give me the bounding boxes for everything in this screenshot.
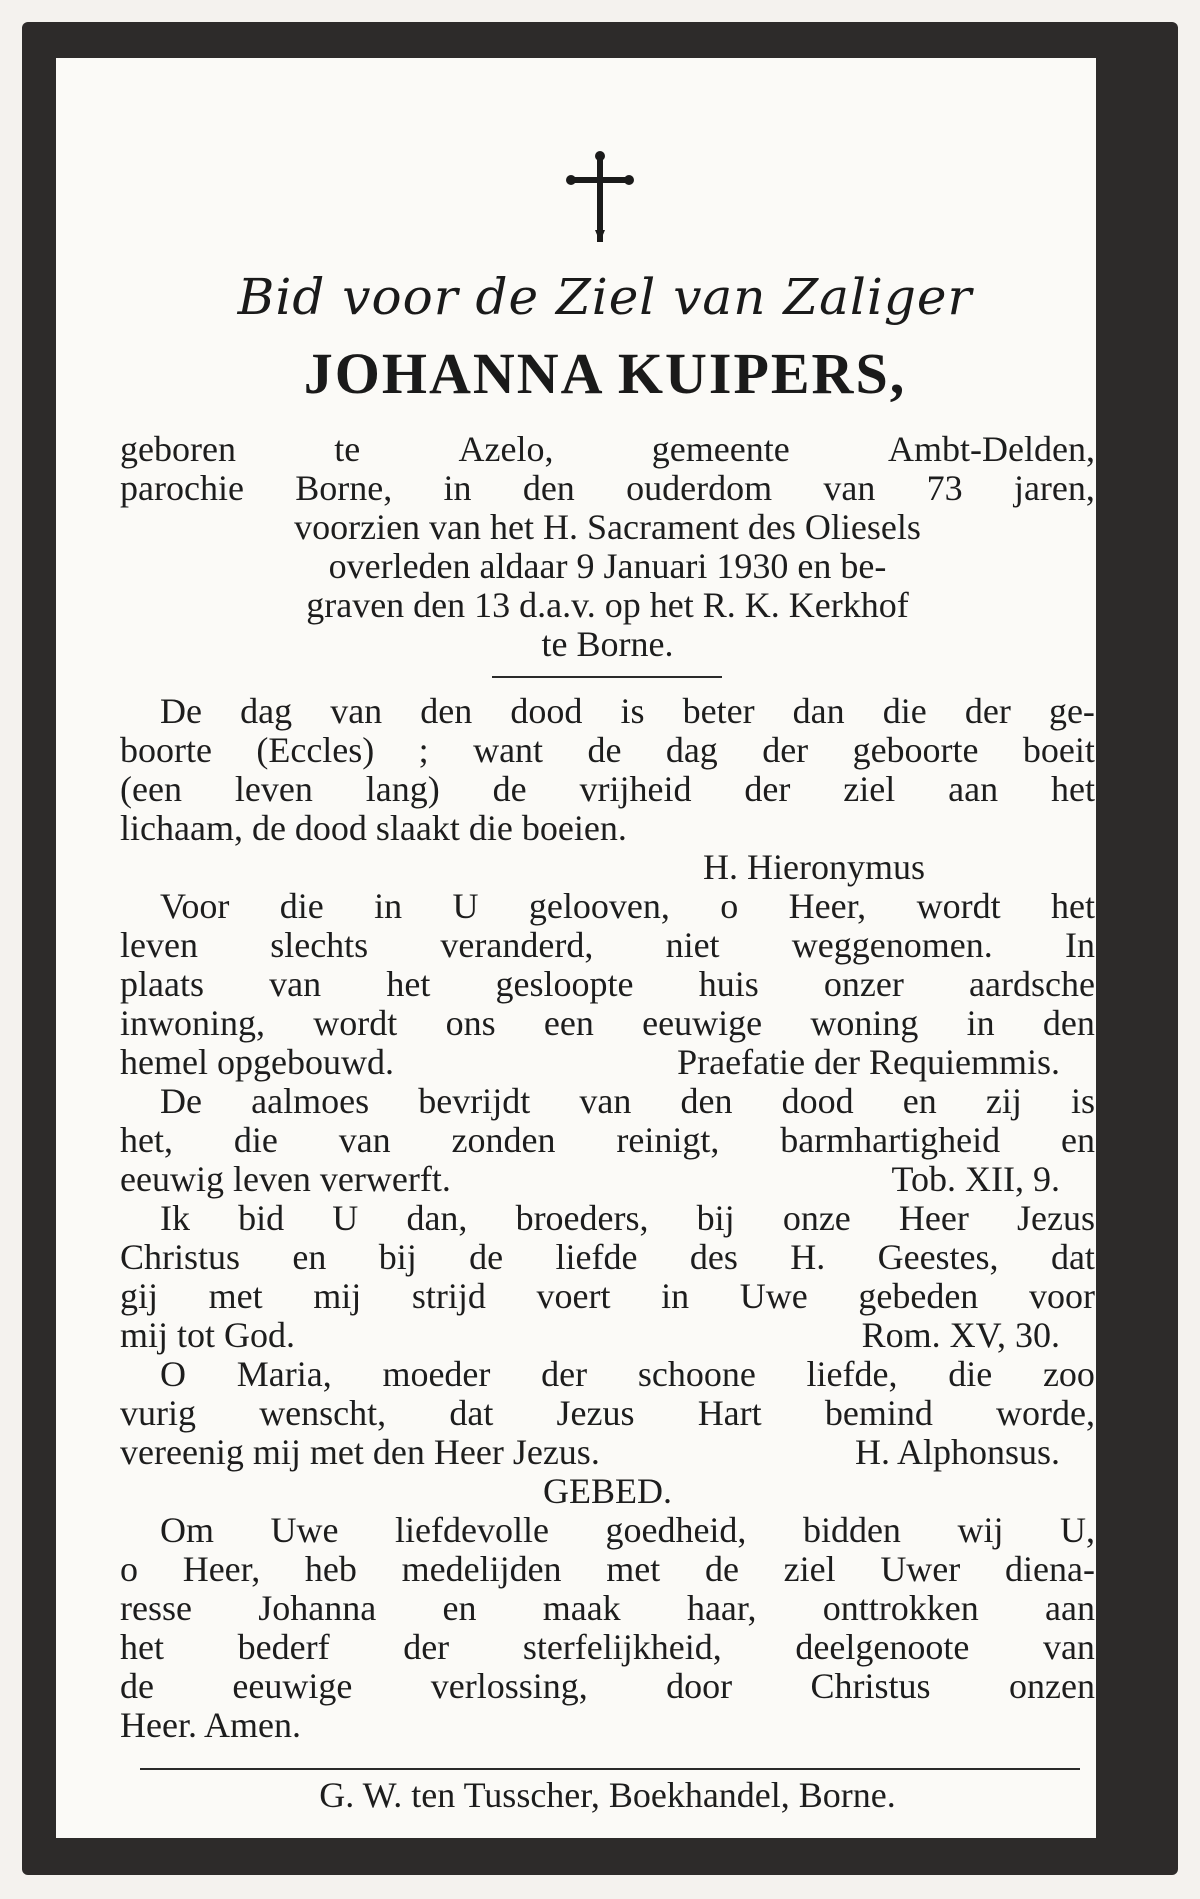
word: liefdevolle (395, 1511, 549, 1550)
word: Heer (898, 1199, 969, 1238)
word: den (1042, 1004, 1095, 1043)
word: O (160, 1355, 186, 1394)
printer-line (120, 1776, 1095, 1815)
word: is (1070, 1082, 1095, 1121)
quote-text: eeuwig leven verwerft. (120, 1160, 451, 1199)
word: dood (510, 692, 583, 731)
word: bederf (237, 1628, 330, 1667)
quote-line: lichaam, de dood slaakt die boeien. (120, 809, 627, 848)
word: een (543, 1004, 594, 1043)
word: in (374, 887, 403, 926)
word: verlossing, (430, 1667, 588, 1706)
word: in (966, 1004, 995, 1043)
quote-text: mij tot God. (120, 1316, 296, 1355)
prayer-line (120, 1550, 1095, 1589)
word: bij (378, 1238, 417, 1277)
word: der (541, 1355, 588, 1394)
word: Hart (697, 1394, 762, 1433)
word: zij (985, 1082, 1022, 1121)
word: (een (120, 770, 182, 809)
word: mij (313, 1277, 362, 1316)
footer-divider (140, 1768, 1080, 1770)
word: leven (120, 926, 198, 965)
bio-line: te Borne. (541, 625, 674, 664)
word: vrijheid (579, 770, 692, 809)
word: wordt (916, 887, 1001, 926)
quote-source: H. Alphonsus. (854, 1433, 1060, 1472)
word: niet (665, 926, 720, 965)
word: die (233, 1121, 278, 1160)
quote-line (120, 692, 1095, 731)
word: boeit (1022, 731, 1095, 770)
quote-line (120, 1043, 1095, 1082)
word: In (1064, 926, 1095, 965)
word: het, (120, 1121, 173, 1160)
word: bevrijdt (418, 1082, 531, 1121)
word: wenscht, (259, 1394, 387, 1433)
word: U (452, 887, 479, 926)
word: strijd (411, 1277, 486, 1316)
word: van (823, 469, 876, 508)
word: wij (957, 1511, 1004, 1550)
word: dat (1050, 1238, 1095, 1277)
heading: Bid voor de Ziel van Zaliger (237, 268, 973, 326)
word: dan (792, 692, 845, 731)
word: slechts (270, 926, 369, 965)
word: gelooven, (528, 887, 670, 926)
word: Geestes, (877, 1238, 999, 1277)
word: voert (536, 1277, 611, 1316)
word: dag (665, 731, 718, 770)
word: diena- (1004, 1550, 1095, 1589)
biography (120, 430, 1095, 664)
word: der (964, 692, 1011, 731)
quote-line (120, 1355, 1095, 1394)
word: schoone (637, 1355, 756, 1394)
word: inwoning, (120, 1004, 266, 1043)
word: het (1051, 770, 1095, 809)
deceased-name: JOHANNA KUIPERS, (303, 341, 907, 406)
quotes (120, 692, 1095, 1745)
divider (492, 676, 722, 678)
quote-source: Praefatie der Requiemmis. (677, 1043, 1060, 1082)
word: 73 (926, 469, 963, 508)
word: Uwe (270, 1511, 339, 1550)
word: eeuwige (642, 1004, 763, 1043)
word: o (120, 1550, 138, 1589)
quote-line (120, 965, 1095, 1004)
word: Uwer (880, 1550, 961, 1589)
word: zonden (451, 1121, 556, 1160)
word: maak (542, 1589, 621, 1628)
quote-line (120, 926, 1095, 965)
word: Azelo, (458, 430, 554, 469)
prayer-title: GEBED. (543, 1472, 672, 1511)
word: der (403, 1628, 450, 1667)
word: aan (1044, 1589, 1095, 1628)
quote-line (120, 1277, 1095, 1316)
word: woning (810, 1004, 919, 1043)
word: bid (238, 1199, 285, 1238)
word: lang) (365, 770, 440, 809)
word: van (330, 692, 383, 731)
quote-line (120, 1004, 1095, 1043)
word: Christus (810, 1667, 931, 1706)
word: bemind (824, 1394, 933, 1433)
word: ziel (783, 1550, 836, 1589)
prayer-line (120, 1628, 1095, 1667)
quote-text: vereenig mij met den Heer Jezus. (120, 1433, 600, 1472)
word: gij (120, 1277, 159, 1316)
word: Johanna (258, 1589, 377, 1628)
word: gebeden (858, 1277, 979, 1316)
word: medelijden (401, 1550, 562, 1589)
word: des (689, 1238, 738, 1277)
quote-line (120, 731, 1095, 770)
word: den (420, 692, 473, 731)
word: en (902, 1082, 937, 1121)
quote-line (120, 770, 1095, 809)
printer-name: G. W. ten Tusscher, Boekhandel, Borne. (319, 1776, 896, 1815)
quote-text: hemel opgebouwd. (120, 1043, 394, 1082)
word: is (620, 692, 645, 731)
word: H. (790, 1238, 826, 1277)
word: Voor (160, 887, 230, 926)
word: Om (160, 1511, 214, 1550)
quote-line (120, 887, 1095, 926)
word: Borne, (295, 469, 393, 508)
word: dag (240, 692, 293, 731)
word: voor (1028, 1277, 1095, 1316)
word: dat (449, 1394, 494, 1433)
prayer-line (120, 1511, 1095, 1550)
word: worde, (996, 1394, 1095, 1433)
word: ouderdom (626, 469, 773, 508)
quote-source: H. Hieronymus (703, 848, 925, 887)
word: U, (1059, 1511, 1095, 1550)
word: van (338, 1121, 391, 1160)
word: vurig (120, 1394, 196, 1433)
word: barmhartigheid (780, 1121, 1001, 1160)
word: de (469, 1238, 504, 1277)
word: Ik (160, 1199, 190, 1238)
word: liefde (555, 1238, 638, 1277)
word: der (762, 731, 809, 770)
word: plaats (120, 965, 204, 1004)
word: in (443, 469, 472, 508)
word: den (522, 469, 575, 508)
prayer-line (120, 1667, 1095, 1706)
word: sterfelijkheid, (522, 1628, 722, 1667)
word: de (120, 1667, 154, 1706)
word: die (882, 692, 927, 731)
word: zoo (1042, 1355, 1095, 1394)
word: en (292, 1238, 327, 1277)
prayer-line (120, 1589, 1095, 1628)
word: gesloopte (495, 965, 634, 1004)
word: die (948, 1355, 993, 1394)
quote-line (120, 1082, 1095, 1121)
word: Christus (120, 1238, 241, 1277)
word: gemeente (651, 430, 790, 469)
word: resse (120, 1589, 192, 1628)
word: moeder (382, 1355, 491, 1394)
word: huis (698, 965, 759, 1004)
word: Heer, (788, 887, 867, 926)
word: broeders, (515, 1199, 649, 1238)
bio-line: voorzien van het H. Sacrament des Oliesels (294, 508, 921, 547)
word: onze (782, 1199, 851, 1238)
word: van (579, 1082, 632, 1121)
word: o (720, 887, 739, 926)
word: die (279, 887, 324, 926)
word: eeuwige (232, 1667, 353, 1706)
word: aalmoes (251, 1082, 370, 1121)
word: ; (418, 731, 429, 770)
word: onzen (1008, 1667, 1095, 1706)
quote-line (120, 1238, 1095, 1277)
quote-line (120, 1199, 1095, 1238)
word: aardsche (969, 965, 1095, 1004)
word: het (120, 1628, 164, 1667)
word: leven (234, 770, 313, 809)
word: met (208, 1277, 263, 1316)
word: Uwe (739, 1277, 808, 1316)
word: onttrokken (822, 1589, 979, 1628)
quote-source: Tob. XII, 9. (891, 1160, 1060, 1199)
word: aan (948, 770, 999, 809)
bio-line: graven den 13 d.a.v. op het R. K. Kerkhof (306, 586, 909, 625)
quote-line (120, 1316, 1095, 1355)
word: parochie (120, 469, 244, 508)
word: goedheid, (605, 1511, 747, 1550)
word: te (334, 430, 361, 469)
word: bij (696, 1199, 735, 1238)
word: en (442, 1589, 477, 1628)
word: het (386, 965, 431, 1004)
word: de (492, 770, 527, 809)
word: met (606, 1550, 661, 1589)
word: reinigt, (616, 1121, 720, 1160)
word: liefde, (806, 1355, 898, 1394)
quote-line (120, 1121, 1095, 1160)
word: dood (781, 1082, 854, 1121)
word: U (332, 1199, 359, 1238)
word: ziel (843, 770, 896, 809)
word: der (744, 770, 791, 809)
word: heb (304, 1550, 357, 1589)
word: Heer, (182, 1550, 261, 1589)
word: door (666, 1667, 733, 1706)
word: weggenomen. (791, 926, 993, 965)
word: beter (682, 692, 755, 731)
word: ge- (1048, 692, 1095, 731)
word: ons (445, 1004, 496, 1043)
word: haar, (686, 1589, 757, 1628)
word: geboorte (852, 731, 979, 770)
word: onzer (823, 965, 904, 1004)
word: het (1050, 887, 1095, 926)
word: van (269, 965, 322, 1004)
word: deelgenoote (795, 1628, 970, 1667)
word: De (160, 692, 202, 731)
cross-icon (565, 150, 635, 245)
word: (Eccles) (256, 731, 375, 770)
word: jaren, (1013, 469, 1095, 508)
word: de (704, 1550, 739, 1589)
word: de (587, 731, 622, 770)
word: geboren (120, 430, 236, 469)
bio-line (120, 430, 1095, 469)
word: Jezus (1017, 1199, 1095, 1238)
word: den (680, 1082, 733, 1121)
word: wordt (313, 1004, 398, 1043)
word: Ambt-Delden, (888, 430, 1095, 469)
word: van (1042, 1628, 1095, 1667)
bio-line (120, 469, 1095, 508)
word: bidden (802, 1511, 901, 1550)
bio-line: overleden aldaar 9 Januari 1930 en be- (328, 547, 887, 586)
word: in (661, 1277, 690, 1316)
word: Jezus (556, 1394, 635, 1433)
word: en (1060, 1121, 1095, 1160)
word: veranderd, (440, 926, 594, 965)
quote-source: Rom. XV, 30. (861, 1316, 1060, 1355)
quote-line (120, 1394, 1095, 1433)
word: want (473, 731, 544, 770)
word: boorte (120, 731, 212, 770)
word: De (160, 1082, 202, 1121)
quote-line (120, 1433, 1095, 1472)
word: Maria, (236, 1355, 332, 1394)
prayer-line: Heer. Amen. (120, 1706, 301, 1745)
word: dan, (406, 1199, 468, 1238)
quote-line (120, 1160, 1095, 1199)
